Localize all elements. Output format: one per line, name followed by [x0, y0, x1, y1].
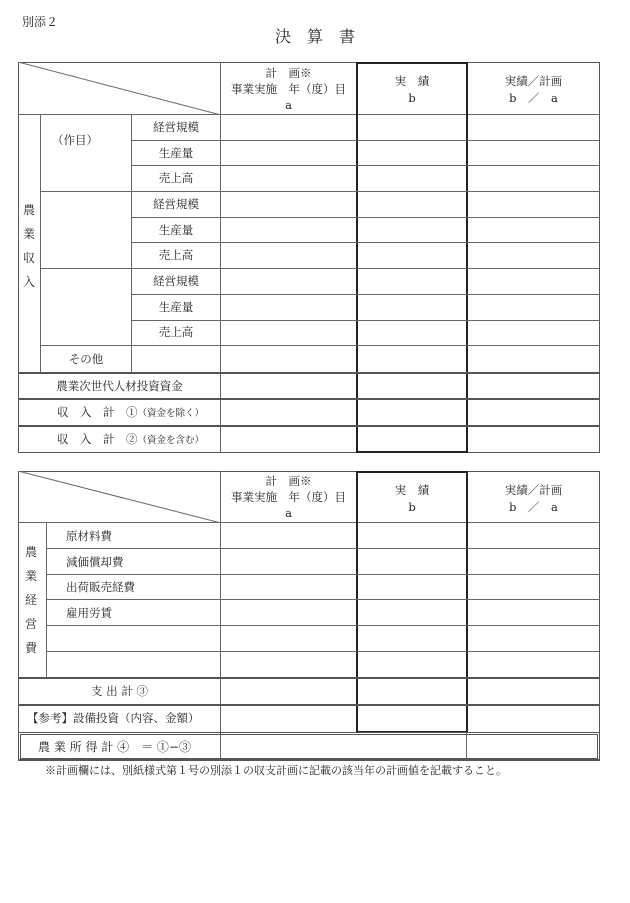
expense-total-label: 支 出 計 ③: [91, 684, 148, 698]
expense-item-depreciation: 減価償却費: [66, 555, 124, 569]
attachment-label: 別添２: [22, 15, 59, 29]
actual-header-line2: b: [408, 91, 416, 105]
document-title: 決 算 書: [275, 27, 356, 46]
sub-item-sales: 売上高: [158, 325, 194, 339]
sub-item-sales: 売上高: [158, 171, 194, 185]
sub-item-production: 生産量: [158, 300, 194, 314]
ratio-header-line2: b ／ a: [509, 500, 558, 514]
sub-item-scale: 経営規模: [153, 197, 199, 211]
actual-header-line2: b: [408, 500, 416, 514]
subsidy-label: 農業次世代人材投資資金: [56, 379, 183, 393]
equipment-investment-label: 【参考】設備投資（内容、金額）: [27, 711, 200, 725]
header-diagonal: [18, 471, 221, 523]
plan-header-line3: a: [285, 98, 292, 112]
income-total2-label: 収 入 計 ②（資金を含む）: [57, 432, 205, 446]
crop-label: （作目）: [52, 133, 98, 147]
ratio-header-line1: 実績／計画: [504, 483, 563, 497]
expense-item-materials: 原材料費: [66, 529, 112, 543]
actual-header-line1: 実 績: [394, 483, 430, 497]
sub-item-scale: 経営規模: [153, 120, 199, 134]
ratio-header-line1: 実績／計画: [504, 74, 563, 88]
plan-header-line1: 計 画※: [265, 474, 312, 488]
expense-item-labor: 雇用労賃: [66, 606, 112, 620]
sub-item-production: 生産量: [158, 223, 194, 237]
plan-header-line2: 事業実施 年（度）目: [231, 82, 346, 96]
plan-header-line3: a: [285, 506, 292, 520]
actual-header-line1: 実 績: [394, 74, 430, 88]
farm-income-label: 農 業 収 入: [22, 203, 35, 289]
ratio-header-line2: b ／ a: [509, 91, 558, 105]
farm-income-total-label: 農 業 所 得 計 ④ ＝ ①−③: [38, 740, 191, 754]
header-diagonal: [18, 62, 221, 115]
sub-item-sales: 売上高: [158, 248, 194, 262]
sub-item-scale: 経営規模: [153, 274, 199, 288]
other-label: その他: [68, 352, 104, 366]
sub-item-production: 生産量: [158, 146, 194, 160]
plan-header-line2: 事業実施 年（度）目: [231, 490, 346, 504]
farm-expense-label: 農 業 経 営 費: [24, 545, 37, 655]
income-total1-label: 収 入 計 ①（資金を除く）: [57, 405, 205, 419]
expense-item-shipping: 出荷販売経費: [66, 580, 135, 594]
plan-header-line1: 計 画※: [265, 66, 312, 80]
footnote: ※計画欄には、別紙様式第１号の別添１の収支計画に記載の該当年の計画値を記載すること。: [45, 764, 507, 777]
